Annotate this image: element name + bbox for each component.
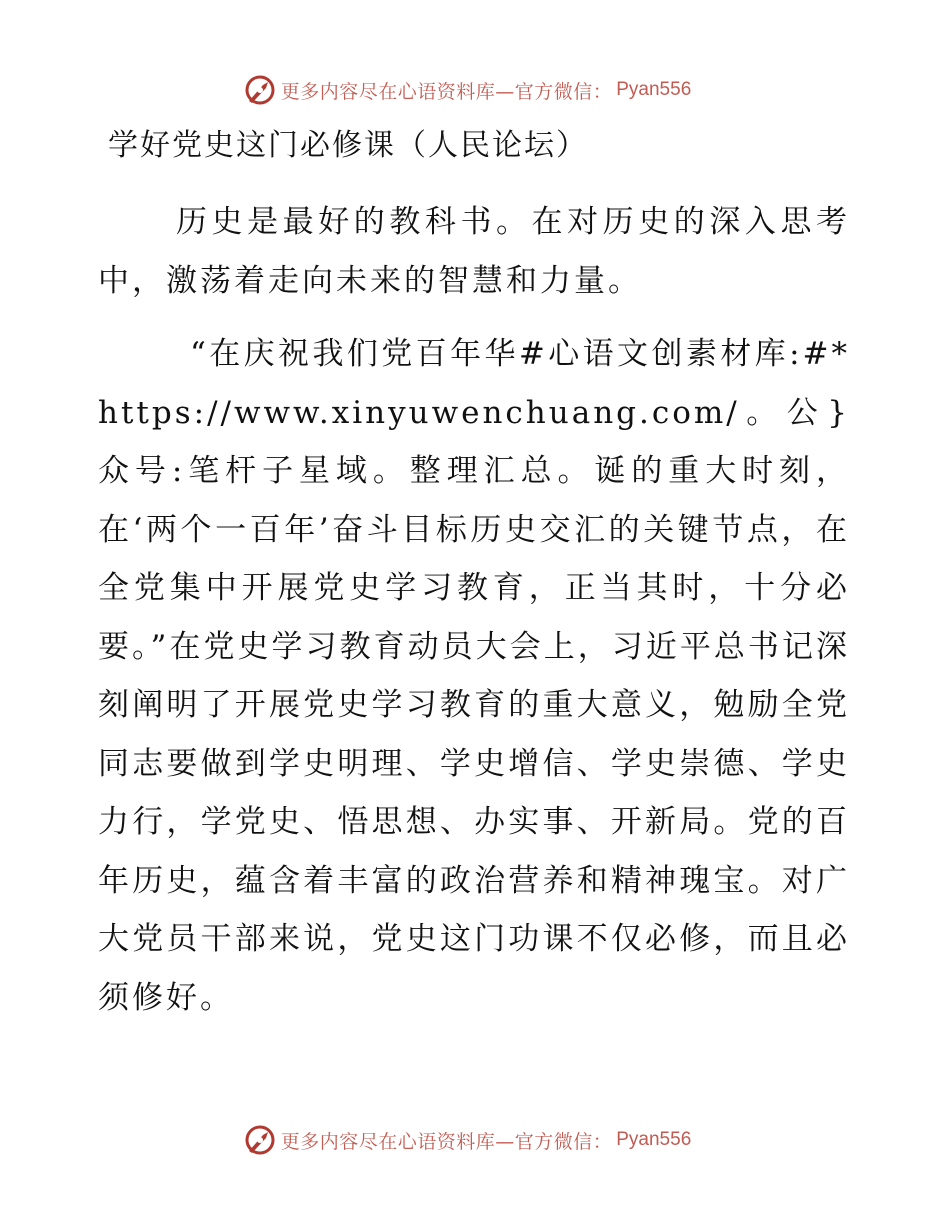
paragraph-1: 历史是最好的教科书。在对历史的深入思考中，激荡着走向未来的智慧和力量。 <box>98 204 850 299</box>
pen-nib-circle-icon <box>243 1123 277 1157</box>
watermark-wechat-id: Pyan556 <box>616 79 692 100</box>
watermark-text: 更多内容尽在心语资料库—官方微信： <box>280 1130 613 1153</box>
watermark-text: 更多内容尽在心语资料库—官方微信： <box>280 80 613 103</box>
watermark-wechat-id: Pyan556 <box>616 1129 692 1150</box>
paragraph-2: “在庆祝我们党百年华#心语文创素材库:#*https://www.xinyuwenchuang.com/。公}众号:笔杆子星域。整理汇总。诞的重大时刻，在‘两个一百年’奋斗目标历史交汇的关键节点，在全党集中开展党史学习教育，正当其时，十分必要。”在党史学习教育动员大会上，习近平总书记深刻阐明了开展党史学习教育的重大意义，勉励全党同志要做到学史明理、学史增信、学史崇德、学史力行，学党史、悟思想、办实事、开新局。党的百年历史，蕴含着丰富的政治营养和精神瑰宝。对广大党员干部来说，党史这门功课不仅必修，而且必须修好。 <box>98 336 850 1016</box>
pen-nib-circle-icon <box>243 73 277 107</box>
header-watermark <box>0 70 950 110</box>
document-title: 学好党史这门必修课（人民论坛） <box>108 128 588 163</box>
footer-watermark <box>0 1120 950 1160</box>
